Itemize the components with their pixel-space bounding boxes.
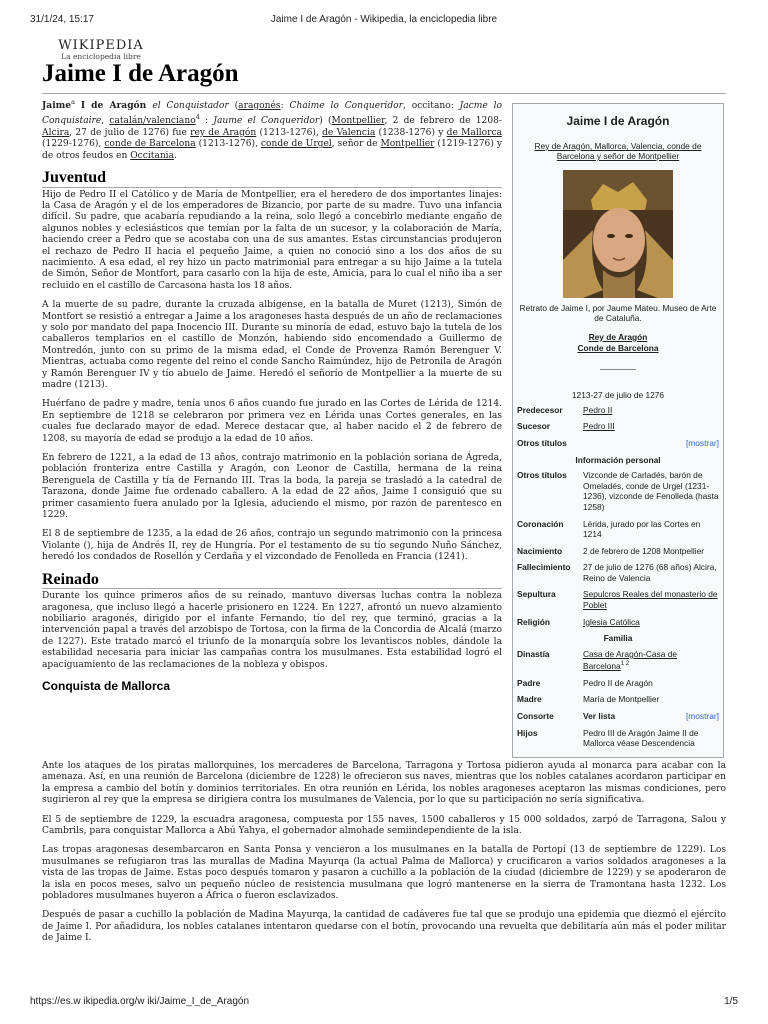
infobox-title: Jaime I de Aragón bbox=[566, 114, 670, 128]
conquista-paragraph-4: Después de pasar a cuchillo la población de Madina Mayurqa, la cantidad de cadáveres fue tal que se produjo una epidemia que diezmó el ejército de Jaime I. Por añadidura, los nobles catalanes intentaron quedarse con el botín, provocando una revuelta que debilitaría aún más el poder militar de Jaime I. bbox=[42, 910, 726, 944]
juventud-paragraph-4: En febrero de 1221, a la edad de 13 años, contrajo matrimonio en la población soriana de Ágreda, población fronteriza entre Castilla y Aragón, con Leonor de Castilla, hermana de la reina Berenguela de Castilla y tía de Fernando III. Tras la boda, la pareja se trasladó a la catedral de Tarazona, donde Jaime fue ordenado caballero. A la edad de 22 años, Jaime I consiguió que su primer casamiento fuera anulado por la Iglesia, aduciendo el mismo, por razón de parentesco en 1229. bbox=[42, 453, 502, 521]
portrait-image[interactable] bbox=[563, 170, 673, 298]
infobox-row-padre: Padre Pedro II de Aragón bbox=[517, 677, 653, 688]
infobox-separator bbox=[600, 369, 636, 370]
infobox-row-coronacion: Coronación Lérida, jurado por las Cortes en 1214 bbox=[517, 518, 701, 540]
link-predecesor[interactable]: Pedro II bbox=[583, 404, 613, 415]
print-page-title: Jaime I de Aragón - Wikipedia, la enciclopedia libre bbox=[270, 14, 498, 25]
mostrar-toggle-1[interactable]: [mostrar] bbox=[685, 437, 719, 448]
link-valencia[interactable]: de Valencia bbox=[322, 127, 376, 138]
conquista-paragraph-3: Las tropas aragonesas desembarcaron en Santa Ponsa y vencieron a los musulmanes en la batalla de Portopí (13 de septiembre de 1229). Los musulmanes se refugiaron tras las murallas de Madina Mayurqa (la actual Palma de Mallorca) y crucificaron a varios soldados aragoneses a la vista de las tropas de Jaime. Estas poco después tomaron y pasaron a cuchillo a la población de la ciudad (diciembre de 1229) y se apoderaron de la isla en pocos meses, salvo un pequeño núcleo de resistencia musulmana que logró mantenerse en la sierra de Tramontana hasta 1232. Los pobladores musulmanes huyeron a África o fueron esclavizados. bbox=[42, 845, 726, 902]
intro-name-2: I de Aragón bbox=[80, 100, 153, 112]
infobox-row-nacimiento: Nacimiento 2 de febrero de 1208 Montpellier bbox=[517, 545, 705, 556]
infobox-role-conde[interactable]: Conde de Barcelona bbox=[577, 342, 659, 353]
link-conde-barcelona[interactable]: conde de Barcelona bbox=[104, 139, 196, 150]
wikipedia-wordmark: WIKIPEDIA bbox=[58, 38, 144, 53]
infobox-head-familia: Familia bbox=[603, 633, 633, 644]
juventud-paragraph-5: El 8 de septiembre de 1235, a la edad de 26 años, contrajo un segundo matrimonio con la princesa Violante (), hija de Andrés II, rey de Hungría. Por el testamento de su tío segundo Nuño Sánchez, heredó los condados de Rosellón y Cerdaña y el vizcondado de Fenolleda en Francia (1241). bbox=[42, 529, 502, 563]
print-header bbox=[30, 14, 738, 28]
link-occitania[interactable]: Occitania bbox=[130, 150, 175, 161]
intro-epithet: el Conquistador bbox=[152, 101, 229, 112]
infobox-row-fallecimiento: Fallecimiento 27 de julio de 1276 (68 años) Alcira, Reino de Valencia bbox=[517, 562, 717, 583]
infobox-reign: 1213-27 de julio de 1276 bbox=[571, 390, 665, 401]
mostrar-toggle-2[interactable]: [mostrar] bbox=[685, 711, 719, 722]
juventud-paragraph-1: Hijo de Pedro II el Católico y de María de Montpellier, era el heredero de dos importantes linajes: la Casa de Aragón y el de los emperadores de Bizancio, por parte de su madre. Tuvo una infancia difícil. Su padre, que acabaría repudiando a la reina, solo llegó a concebirlo mediante engaño de algunos nobles y eclesiásticos que temían por la falta de un sucesor, y la colaboración de María, haciendo creer a Pedro que se acostaba con una de sus amantes. Estas circunstancias produjeron el rechazo de Pedro II hacia el pequeño Jaime, a quien no conoció sino a los dos años de su nacimiento. A esa edad, el rey hizo un pacto matrimonial para entregar a su hijo Jaime a la tutela de Simón, Señor de Montfort, para casarlo con la hija de este, Amicia, para lo cual el niño iba a ser recluido en el castillo de Carcasona hasta los 18 años. bbox=[42, 189, 502, 291]
reinado-paragraph-1: Durante los quince primeros años de su reinado, mantuvo diversas luchas contra la nobleza aragonesa, que incluso llegó a hacerle prisionero en 1224. En 1227, afrontó un nuevo alzamiento nobiliario aragonés, dirigido por el infante Fernando, tío del rey, que terminó, gracias a la intervención papal a través del arzobispo de Tortosa, con la firma de la Concordia de Alcalá (marzo de 1227). Este tratado marcó el triunfo de la monarquía sobre los levantiscos nobles, dándole la estabilidad necesaria para iniciar las campañas contra los musulmanes. Esta estabilidad logró el apaciguamiento de las reclamaciones de la nobleza y obispos. bbox=[42, 591, 502, 670]
infobox-subtitle[interactable]: Rey de Aragón, Mallorca, Valencia, conde de Barcelona y señor de Montpellier bbox=[534, 140, 702, 162]
link-montpellier-2[interactable]: Montpellier bbox=[380, 139, 435, 150]
infobox-row-sepultura: Sepultura Sepulcros Reales del monasterio de Poblet bbox=[517, 589, 718, 611]
link-mallorca[interactable]: de Mallorca bbox=[446, 127, 502, 138]
link-catalan[interactable]: catalán/valenciano bbox=[109, 116, 196, 127]
print-footer bbox=[30, 996, 738, 1010]
infobox bbox=[512, 103, 724, 758]
conquista-paragraph-1: Ante los ataques de los piratas mallorquines, los mercaderes de Barcelona, Tarragona y Tortosa pidieron ayuda al monarca para acabar con la amenaza. Así, en una reunión de Barcelona (diciembre de 1228) le ofrecieron sus naves, mientras que los nobles catalanes acordaron participar en la empresa a cambio del botín y dominios territoriales. En otra reunión en Lérida, los nobles aragoneses aceptaron las mismas condiciones, pero sugirieron al rey que la empresa se dirigiera contra los musulmanes de Valencia, por lo que su participación no sería significativa. bbox=[42, 761, 726, 806]
infobox-row-hijos: Hijos Pedro III de Aragón Jaime II de Mallorca véase Descendencia bbox=[517, 727, 699, 749]
wikipedia-tagline: La enciclopedia libre bbox=[61, 52, 141, 61]
juventud-paragraph-3: Huérfano de padre y madre, tenía unos 6 años cuando fue jurado en las Cortes de Lérida de 1214. En septiembre de 1218 se celebraron por primera vez en Lérida unas Cortes generales, en las cuales fue declarado mayor de edad. Merece destacar que, al haber nacido el 2 de febrero de 1208, su mayoría de edad se produjo a la edad de 10 años. bbox=[42, 399, 502, 444]
portrait-caption: Retrato de Jaime I, por Jaume Mateu. Museo de Arte de Cataluña. bbox=[519, 302, 717, 324]
infobox-row-dinastia: Dinastía Casa de Aragón-Casa de Barcelona$^{1 2}$ bbox=[517, 648, 678, 672]
link-rey-aragon[interactable]: rey de Aragón bbox=[190, 127, 257, 138]
section-heading-juventud: Juventud bbox=[42, 172, 502, 187]
section-heading-reinado: Reinado bbox=[42, 574, 502, 589]
link-sucesor[interactable]: Pedro III bbox=[583, 421, 615, 432]
intro-name: Jaime bbox=[42, 100, 72, 112]
print-datetime: 31/1/24, 15:17 bbox=[30, 14, 94, 25]
infobox-row-madre: Madre María de Montpellier bbox=[517, 694, 660, 705]
infobox-row-consorte: Consorte Ver lista [mostrar] bbox=[517, 711, 719, 722]
section-heading-conquista: Conquista de Mallorca bbox=[42, 678, 171, 693]
article-body-wide bbox=[42, 761, 726, 953]
link-dinastia[interactable]: Casa de Aragón-Casa de Barcelona bbox=[583, 648, 678, 672]
infobox-row-sucesor: Sucesor Pedro III bbox=[517, 421, 615, 432]
infobox-role-rey[interactable]: Rey de Aragón bbox=[588, 331, 648, 342]
juventud-paragraph-2: A la muerte de su padre, durante la cruzada albigense, en la batalla de Muret (1213), Simón de Montfort se resistió a entregar a Jaime a los aragoneses hasta después de un año de reclamaciones y solo por mandato del papa Inocencio III. Durante su minoría de edad, estuvo bajo la tutela de los caballeros templarios en el castillo de Monzón, habiendo sido encomendado a Guillermo de Montredón, junto con su primo de la misma edad, el Conde de Provenza Ramón Berenguer V. Mientras, actuaba como regente del reino el conde Sancho Raimúndez, hijo de Petronila de Aragón y Ramón Berenguer IV y tío abuelo de Jaime. Heredó el señorío de Montpellier a la muerte de su madre (1213). bbox=[42, 300, 502, 390]
print-page-count: 1/5 bbox=[724, 996, 738, 1007]
intro-paragraph: Jaime$^a$ I de Aragón el Conquistador (aragonés: Chaime lo Conqueridor, occitano: Jacme lo Conquistaire, catalán/valenciano$^4$ : Jaume el Conqueridor) (Montpellier, 2 de febrero de 1208-Alcira, 27 de julio de 1276) fue rey de Aragón (1213-1276), de Valencia (1238-1276) y de Mallorca (1229-1276), conde de Barcelona (1213-1276), conde de Urgel, señor de Montpellier (1219-1276) y de otros feudos en Occitania. bbox=[42, 98, 503, 161]
link-religion[interactable]: Iglesia Católica bbox=[583, 616, 640, 627]
wikipedia-logo[interactable] bbox=[56, 38, 146, 61]
article-body bbox=[42, 97, 502, 698]
infobox-head-info: Información personal bbox=[575, 454, 661, 465]
link-conde-urgel[interactable]: conde de Urgel bbox=[260, 139, 332, 150]
title-divider bbox=[42, 93, 726, 94]
conquista-paragraph-2: El 5 de septiembre de 1229, la escuadra aragonesa, compuesta por 155 naves, 1500 caballeros y 15 000 soldados, zarpó de Tarragona, Salou y Cambrils, para conquistar Mallorca a Abú Yahya, el gobernador almohade semiindependiente de la isla. bbox=[42, 814, 726, 837]
link-alcira[interactable]: Alcira bbox=[42, 127, 70, 138]
infobox-row-predecesor: Predecesor Pedro II bbox=[517, 404, 613, 415]
infobox-row-otros-titulos-1: Otros títulos [mostrar] bbox=[517, 437, 719, 448]
link-aragones[interactable]: aragonés bbox=[238, 101, 281, 112]
link-sepultura[interactable]: Sepulcros Reales del monasterio de Poblet bbox=[583, 589, 718, 611]
infobox-row-otros-titulos-2: Otros títulos Vizconde de Carladés, barón de Omeladés, conde de Urgel (1231-1236), vizconde de Fenolleda (hasta 1258) bbox=[517, 470, 719, 512]
infobox-row-religion: Religión Iglesia Católica bbox=[517, 616, 640, 627]
link-montpellier[interactable]: Montpellier bbox=[331, 116, 385, 127]
print-url: https://es.w ikipedia.org/w iki/Jaime_I_de_Aragón bbox=[30, 996, 250, 1007]
page-title: Jaime I de Aragón bbox=[42, 60, 239, 87]
